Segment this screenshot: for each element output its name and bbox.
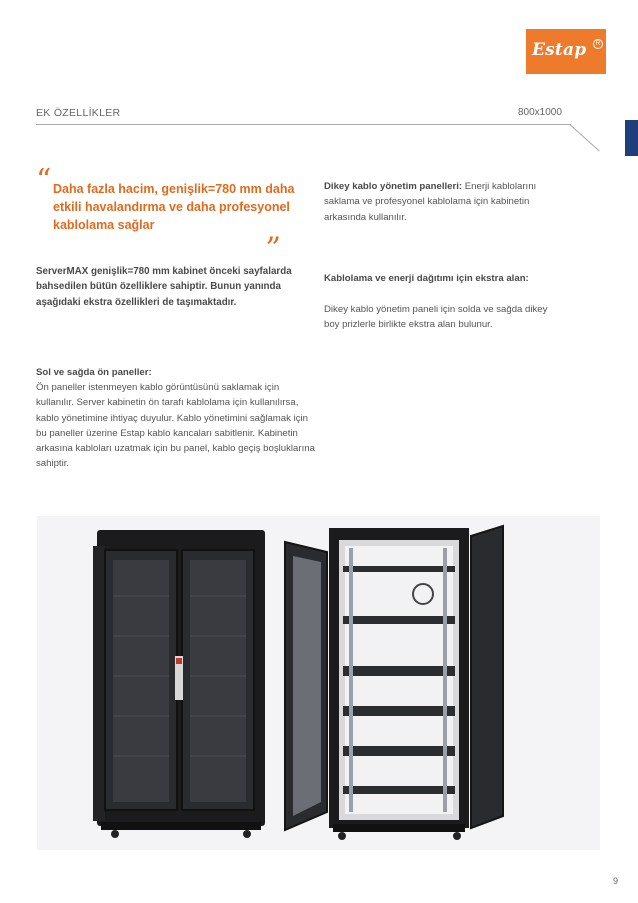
quote-close-mark: „ — [266, 213, 282, 248]
closed-cabinet — [93, 530, 265, 838]
registered-mark: R — [593, 39, 603, 49]
vertical-panels-paragraph — [324, 179, 564, 225]
pull-quote: Daha fazla hacim, genişlik=780 mm daha etkili havalandırma ve daha profesyonel kablolama sağlar — [53, 182, 295, 232]
extra-space-heading: Kablolama ve enerji dağıtımı için ekstra alan: — [324, 273, 529, 284]
vertical-panels-heading: Dikey kablo yönetim panelleri: — [324, 181, 463, 192]
server-cabinets-illustration — [37, 516, 600, 850]
server-cabinet-photo — [37, 516, 600, 850]
logo-text: Estap — [532, 40, 587, 60]
intro-paragraph: ServerMAX genişlik=780 mm kabinet önceki sayfalarda bahsedilen bütün özelliklere sahiptir. Bunun yanında aşağıdaki ekstra özellikleri de taşımaktadır. — [36, 266, 292, 308]
quote-open-mark: “ — [36, 163, 52, 198]
open-cabinet — [285, 526, 503, 840]
estap-logo — [526, 29, 606, 74]
header-rule — [36, 124, 571, 125]
page-tab-marker — [625, 120, 638, 156]
header-rule-diagonal — [569, 124, 599, 152]
extra-space-paragraph: Dikey kablo yönetim paneli için solda ve sağda dikey boy prizlerle birlikte ekstra alan bulunur. — [324, 304, 548, 331]
page-number: 9 — [613, 876, 619, 886]
side-panels-paragraph: Ön paneller istenmeyen kablo görüntüsünü saklamak için kullanılır. Server kabinetin ön tarafı kablolama için kullanılırsa, kablo yönetimine ihtiyaç duyulur. Kablo yönetimini sağlamak için bu paneller üzerine Estap kablo kancaları sabitlenir. Kabinetin arkasına kabloları uzatmak için bu panel, kablo geçiş boşluklarına sahiptir. — [36, 382, 315, 470]
side-panels-heading: Sol ve sağda ön paneller: — [36, 367, 152, 378]
size-label: 800x1000 — [518, 107, 562, 118]
section-title: EK ÖZELLİKLER — [36, 107, 121, 119]
vertical-panels-text: Enerji kablolarını saklama ve profesyonel kablolama için kabinetin arkasında kullanılır. — [324, 181, 537, 223]
